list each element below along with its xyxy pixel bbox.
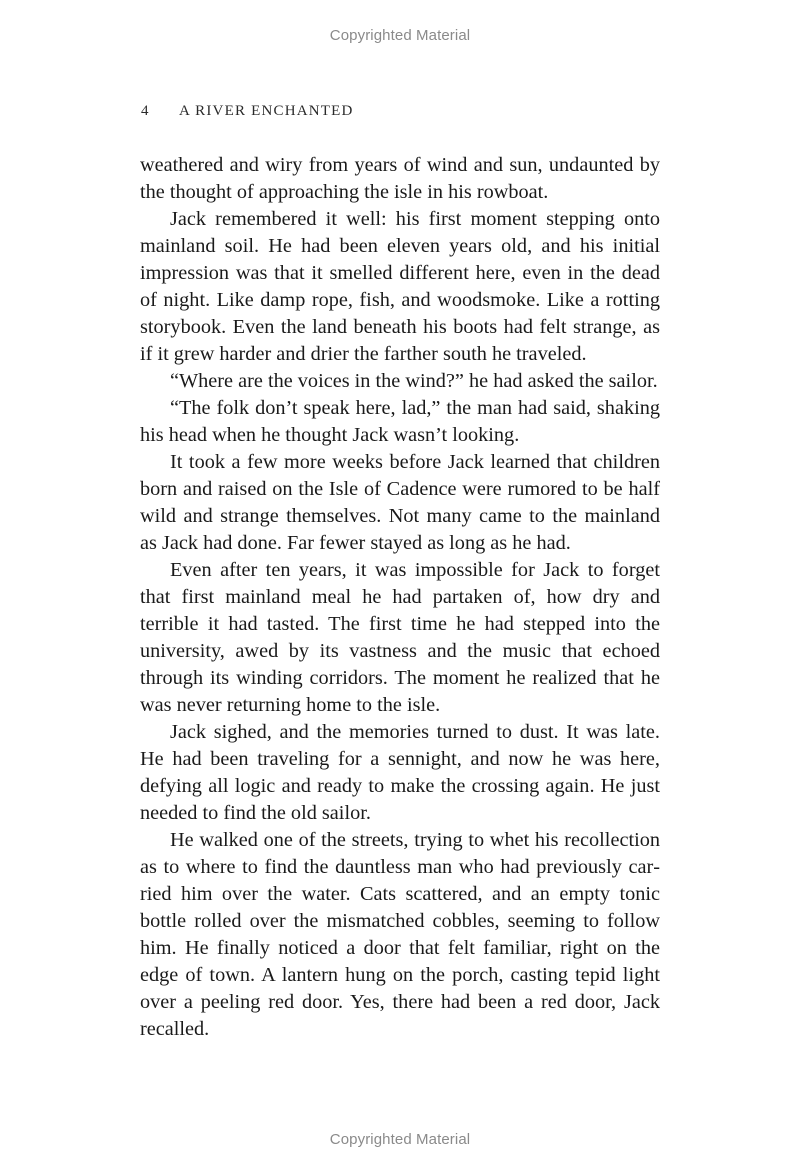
paragraph: “Where are the voices in the wind?” he had asked the sailor. — [170, 370, 658, 392]
body-text — [140, 152, 660, 1043]
page-number: 4 — [141, 103, 149, 119]
paragraph: He walked one of the streets, trying to whet his recollection as to where to find the dauntless man who had previously carried him over the water. Cats scattered, and an empty tonic bottle rolled over the mismatched cobbles, seeming to follow him. He finally noticed a door that felt familiar, right on the edge of town. A lantern hung on the porch, casting tepid light over a peeling red door. Yes, there had been a red door, Jack recalled. — [140, 829, 660, 1040]
paragraph: “The folk don’t speak here, lad,” the man had said, shaking his head when he thought Jack wasn’t looking. — [140, 397, 660, 446]
paragraph: Jack remembered it well: his first moment stepping onto mainland soil. He had been eleven years old, and his initial impression was that it smelled different here, even in the dead of night. Like damp rope, fish, and woodsmoke. Like a rotting storybook. Even the land beneath his boots had felt strange, as if it grew harder and drier the farther south he traveled. — [140, 208, 660, 365]
paragraph: Jack sighed, and the memories turned to dust. It was late. He had been traveling for a sennight, and now he was here, defying all logic and ready to make the crossing again. He just needed to find the old sailor. — [140, 721, 660, 824]
paragraph: weathered and wiry from years of wind and sun, undaunted by the thought of approaching the isle in his rowboat. — [140, 154, 660, 203]
paragraph: Even after ten years, it was impossible for Jack to forget that first mainland meal he had partaken of, how dry and terrible it had tasted. The first time he had stepped into the university, awed by its vastness and the music that echoed through its winding corridors. The moment he realized that he was never returning home to the isle. — [140, 559, 660, 716]
copyright-watermark-bottom: Copyrighted Material — [329, 1131, 471, 1148]
book-title: A RIVER ENCHANTED — [179, 103, 354, 119]
paragraph: It took a few more weeks before Jack learned that children born and raised on the Isle of Cadence were rumored to be half wild and strange themselves. Not many came to the mainland as Jack had done. Far fewer stayed as long as he had. — [140, 451, 660, 554]
copyright-watermark-top: Copyrighted Material — [329, 27, 471, 44]
running-head — [141, 103, 354, 120]
